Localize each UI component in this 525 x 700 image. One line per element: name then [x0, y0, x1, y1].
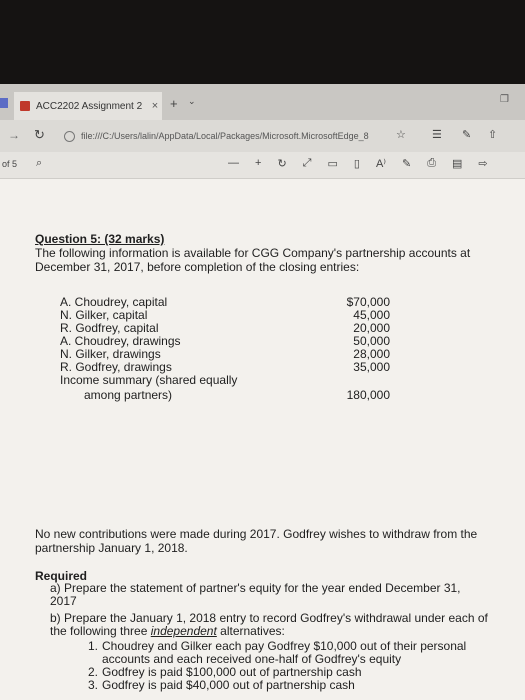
tab-acc2202[interactable]: [14, 92, 162, 120]
pdf-tools: [228, 157, 488, 170]
pdf-page: [0, 179, 525, 700]
zoom-in-icon[interactable]: +: [255, 157, 262, 169]
zoom-out-icon[interactable]: —: [228, 157, 239, 169]
account-balances-table: [60, 296, 390, 402]
url-text: file:///C:/Users/lalin/AppData/Local/Packages/Microsoft.MicrosoftEdge_8: [81, 131, 369, 141]
refresh-icon[interactable]: ↻: [34, 127, 45, 142]
account-amount: $70,000: [346, 295, 390, 309]
favorites-hub-icon[interactable]: ☰: [432, 129, 442, 141]
question-intro: The following information is available for CGG Company's partnership accounts at December 31, 2017, before completion of the closing entries:: [35, 246, 471, 274]
page-view-icon[interactable]: ▭: [327, 158, 338, 170]
two-page-icon[interactable]: ▯: [353, 158, 360, 170]
rotate-icon[interactable]: ↻: [277, 158, 287, 170]
back-arrow-icon[interactable]: →: [8, 128, 20, 142]
account-label: R. Godfrey, drawings: [60, 360, 172, 374]
requirement-b-emphasis: independent: [150, 624, 217, 638]
withdrawal-note: No new contributions were made during 2017. Godfrey wishes to withdraw from the partnership January 1, 2018.: [35, 527, 478, 555]
list-item: [88, 640, 498, 666]
alt-text: Godfrey is paid $40,000 out of partnership cash: [102, 678, 355, 692]
alternatives-list: [88, 640, 498, 692]
account-label: A. Choudrey, drawings: [60, 334, 181, 348]
web-note-icon[interactable]: ✎: [462, 129, 472, 141]
account-label: R. Godfrey, capital: [60, 321, 159, 335]
monitor-bezel: [0, 0, 525, 84]
alt-number: 2.: [88, 665, 99, 679]
requirement-b-text-end: alternatives:: [216, 624, 285, 638]
account-label: A. Choudrey, capital: [60, 295, 168, 309]
pdf-icon: [20, 101, 30, 111]
requirement-a: a) Prepare the statement of partner's equity for the year ended December 31, 2017: [50, 581, 461, 608]
question-title: Question 5: (32 marks): [35, 232, 165, 246]
chevron-down-icon[interactable]: ⌄: [188, 96, 196, 106]
address-bar: [0, 120, 525, 153]
account-amount: 28,000: [353, 347, 390, 361]
account-label: N. Gilker, capital: [60, 308, 148, 322]
share-icon[interactable]: ⇧: [488, 129, 498, 141]
account-label: N. Gilker, drawings: [60, 347, 161, 361]
account-amount: [330, 374, 390, 387]
save-icon[interactable]: ▤: [452, 158, 463, 170]
window-edge-marker: [0, 98, 8, 108]
tab-title: ACC2202 Assignment 2: [36, 100, 143, 112]
pdf-toolbar: [0, 152, 525, 179]
alt-number: 1.: [88, 639, 99, 653]
close-tab-icon[interactable]: ×: [151, 100, 159, 112]
page-count: of 5: [2, 159, 18, 169]
account-amount: 50,000: [353, 334, 390, 348]
table-row: [60, 374, 390, 387]
favorite-star-icon[interactable]: ☆: [396, 129, 406, 141]
search-icon[interactable]: ⌕: [36, 157, 43, 169]
account-amount: 35,000: [353, 360, 390, 374]
print-icon[interactable]: ⎙: [427, 157, 437, 169]
required-heading: Required: [35, 569, 88, 583]
alt-text: Choudrey and Gilker each pay Godfrey $10,000 out of their personal accounts and each received one-half of Godfrey's equity: [102, 639, 467, 666]
alt-number: 3.: [88, 678, 99, 692]
account-amount: 45,000: [353, 308, 390, 322]
alt-text: Godfrey is paid $100,000 out of partnership cash: [102, 665, 362, 679]
share-pdf-icon[interactable]: ⇨: [478, 158, 488, 170]
tab-bar: [0, 84, 525, 120]
restore-window-icon[interactable]: ❐: [500, 94, 509, 105]
draw-icon[interactable]: ✎: [401, 158, 412, 170]
list-item: [88, 679, 498, 692]
browser-window: [0, 84, 525, 700]
url-field[interactable]: [64, 127, 410, 145]
requirement-b: [50, 612, 490, 638]
new-tab-button[interactable]: +: [170, 96, 178, 111]
read-aloud-icon[interactable]: A⁾: [375, 158, 386, 170]
requirement-b-text: b) Prepare the January 1, 2018 entry to record Godfrey's withdrawal under each of the following three: [50, 611, 488, 638]
account-amount: 180,000: [346, 388, 390, 402]
fit-page-icon[interactable]: ⤢: [302, 157, 312, 169]
file-info-icon: [64, 131, 75, 142]
account-label: among partners): [84, 388, 173, 402]
account-label: Income summary (shared equally: [60, 373, 238, 387]
account-amount: 20,000: [353, 321, 390, 335]
table-row: [60, 389, 390, 402]
